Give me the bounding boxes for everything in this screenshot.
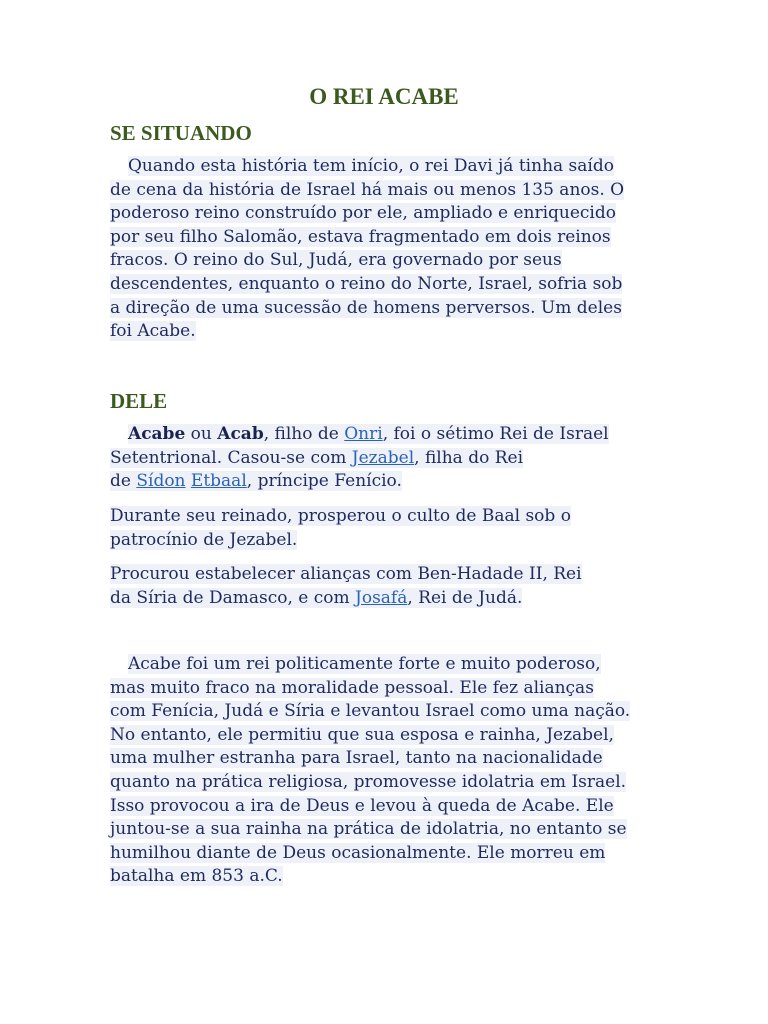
section-heading-se-situando: SE SITUANDO [110, 121, 252, 145]
text-line: descendentes, enquanto o reino do Norte, Israel, sofria sob [110, 273, 623, 294]
link-josafa[interactable]: Josafá [355, 587, 408, 608]
text-line: quanto na prática religiosa, promovesse idolatria em Israel. [110, 771, 627, 792]
document-title: O REI ACABE [309, 84, 459, 109]
text-line: Setentrional. Casou-se com Jezabel, filha do Rei [110, 447, 524, 468]
link-onri[interactable]: Onri [344, 424, 383, 444]
text-line: Quando esta história tem início, o rei Davi já tinha saído [128, 156, 614, 176]
name-acab: Acab [217, 424, 264, 444]
link-sidon[interactable]: Sídon [136, 471, 186, 492]
text-line: da Síria de Damasco, e com Josafá, Rei de Judá. [110, 587, 523, 608]
section-heading-dele: DELE [110, 389, 168, 413]
paragraph-se-situando [110, 155, 624, 344]
text-line: de Sídon Etbaal, príncipe Fenício. [110, 471, 402, 492]
text-line: fracos. O reino do Sul, Judá, era governado por seus [110, 250, 562, 271]
text-line: a direção de uma sucessão de homens perversos. Um deles [110, 297, 622, 318]
text-line: Procurou estabelecer alianças com Ben-Hadade II, Rei [110, 564, 582, 584]
paragraph-acabe-rei [110, 653, 630, 889]
text-line: patrocínio de Jezabel. [110, 529, 298, 550]
text-line: foi Acabe. [110, 321, 196, 342]
text-line: No entanto, ele permitiu que sua esposa e rainha, Jezabel, [110, 724, 614, 745]
text-line: Durante seu reinado, prosperou o culto de Baal sob o [110, 506, 571, 526]
text-line: poderoso reino construído por ele, ampliado e enriquecido [110, 203, 616, 224]
text-line: batalha em 853 a.C. [110, 866, 283, 887]
text-line: uma mulher estranha para Israel, tanto na nacionalidade [110, 748, 603, 769]
text-line: Acabe ou Acab, filho de Onri, foi o sétimo Rei de Israel [128, 424, 609, 444]
text-line: humilhou diante de Deus ocasionalmente. Ele morreu em [110, 842, 606, 863]
paragraph-dele-culto [110, 505, 571, 552]
text-line: Isso provocou a ira de Deus e levou à queda de Acabe. Ele [110, 795, 614, 816]
link-jezabel[interactable]: Jezabel [351, 447, 415, 468]
text-line: Acabe foi um rei politicamente forte e muito poderoso, [128, 654, 601, 674]
text-line: juntou-se a sua rainha na prática de idolatria, no entanto se [110, 819, 627, 840]
text-line: por seu filho Salomão, estava fragmentado em dois reinos [110, 226, 611, 247]
link-etbaal[interactable]: Etbaal [190, 471, 247, 492]
text-line: com Fenícia, Judá e Síria e levantou Israel como uma nação. [110, 701, 631, 722]
text-line: mas muito fraco na moralidade pessoal. Ele fez alianças [110, 677, 594, 698]
paragraph-dele-intro [110, 423, 609, 494]
name-acabe: Acabe [128, 424, 186, 444]
paragraph-dele-aliancas [110, 563, 582, 610]
text-line: de cena da história de Israel há mais ou menos 135 anos. O [110, 179, 625, 200]
